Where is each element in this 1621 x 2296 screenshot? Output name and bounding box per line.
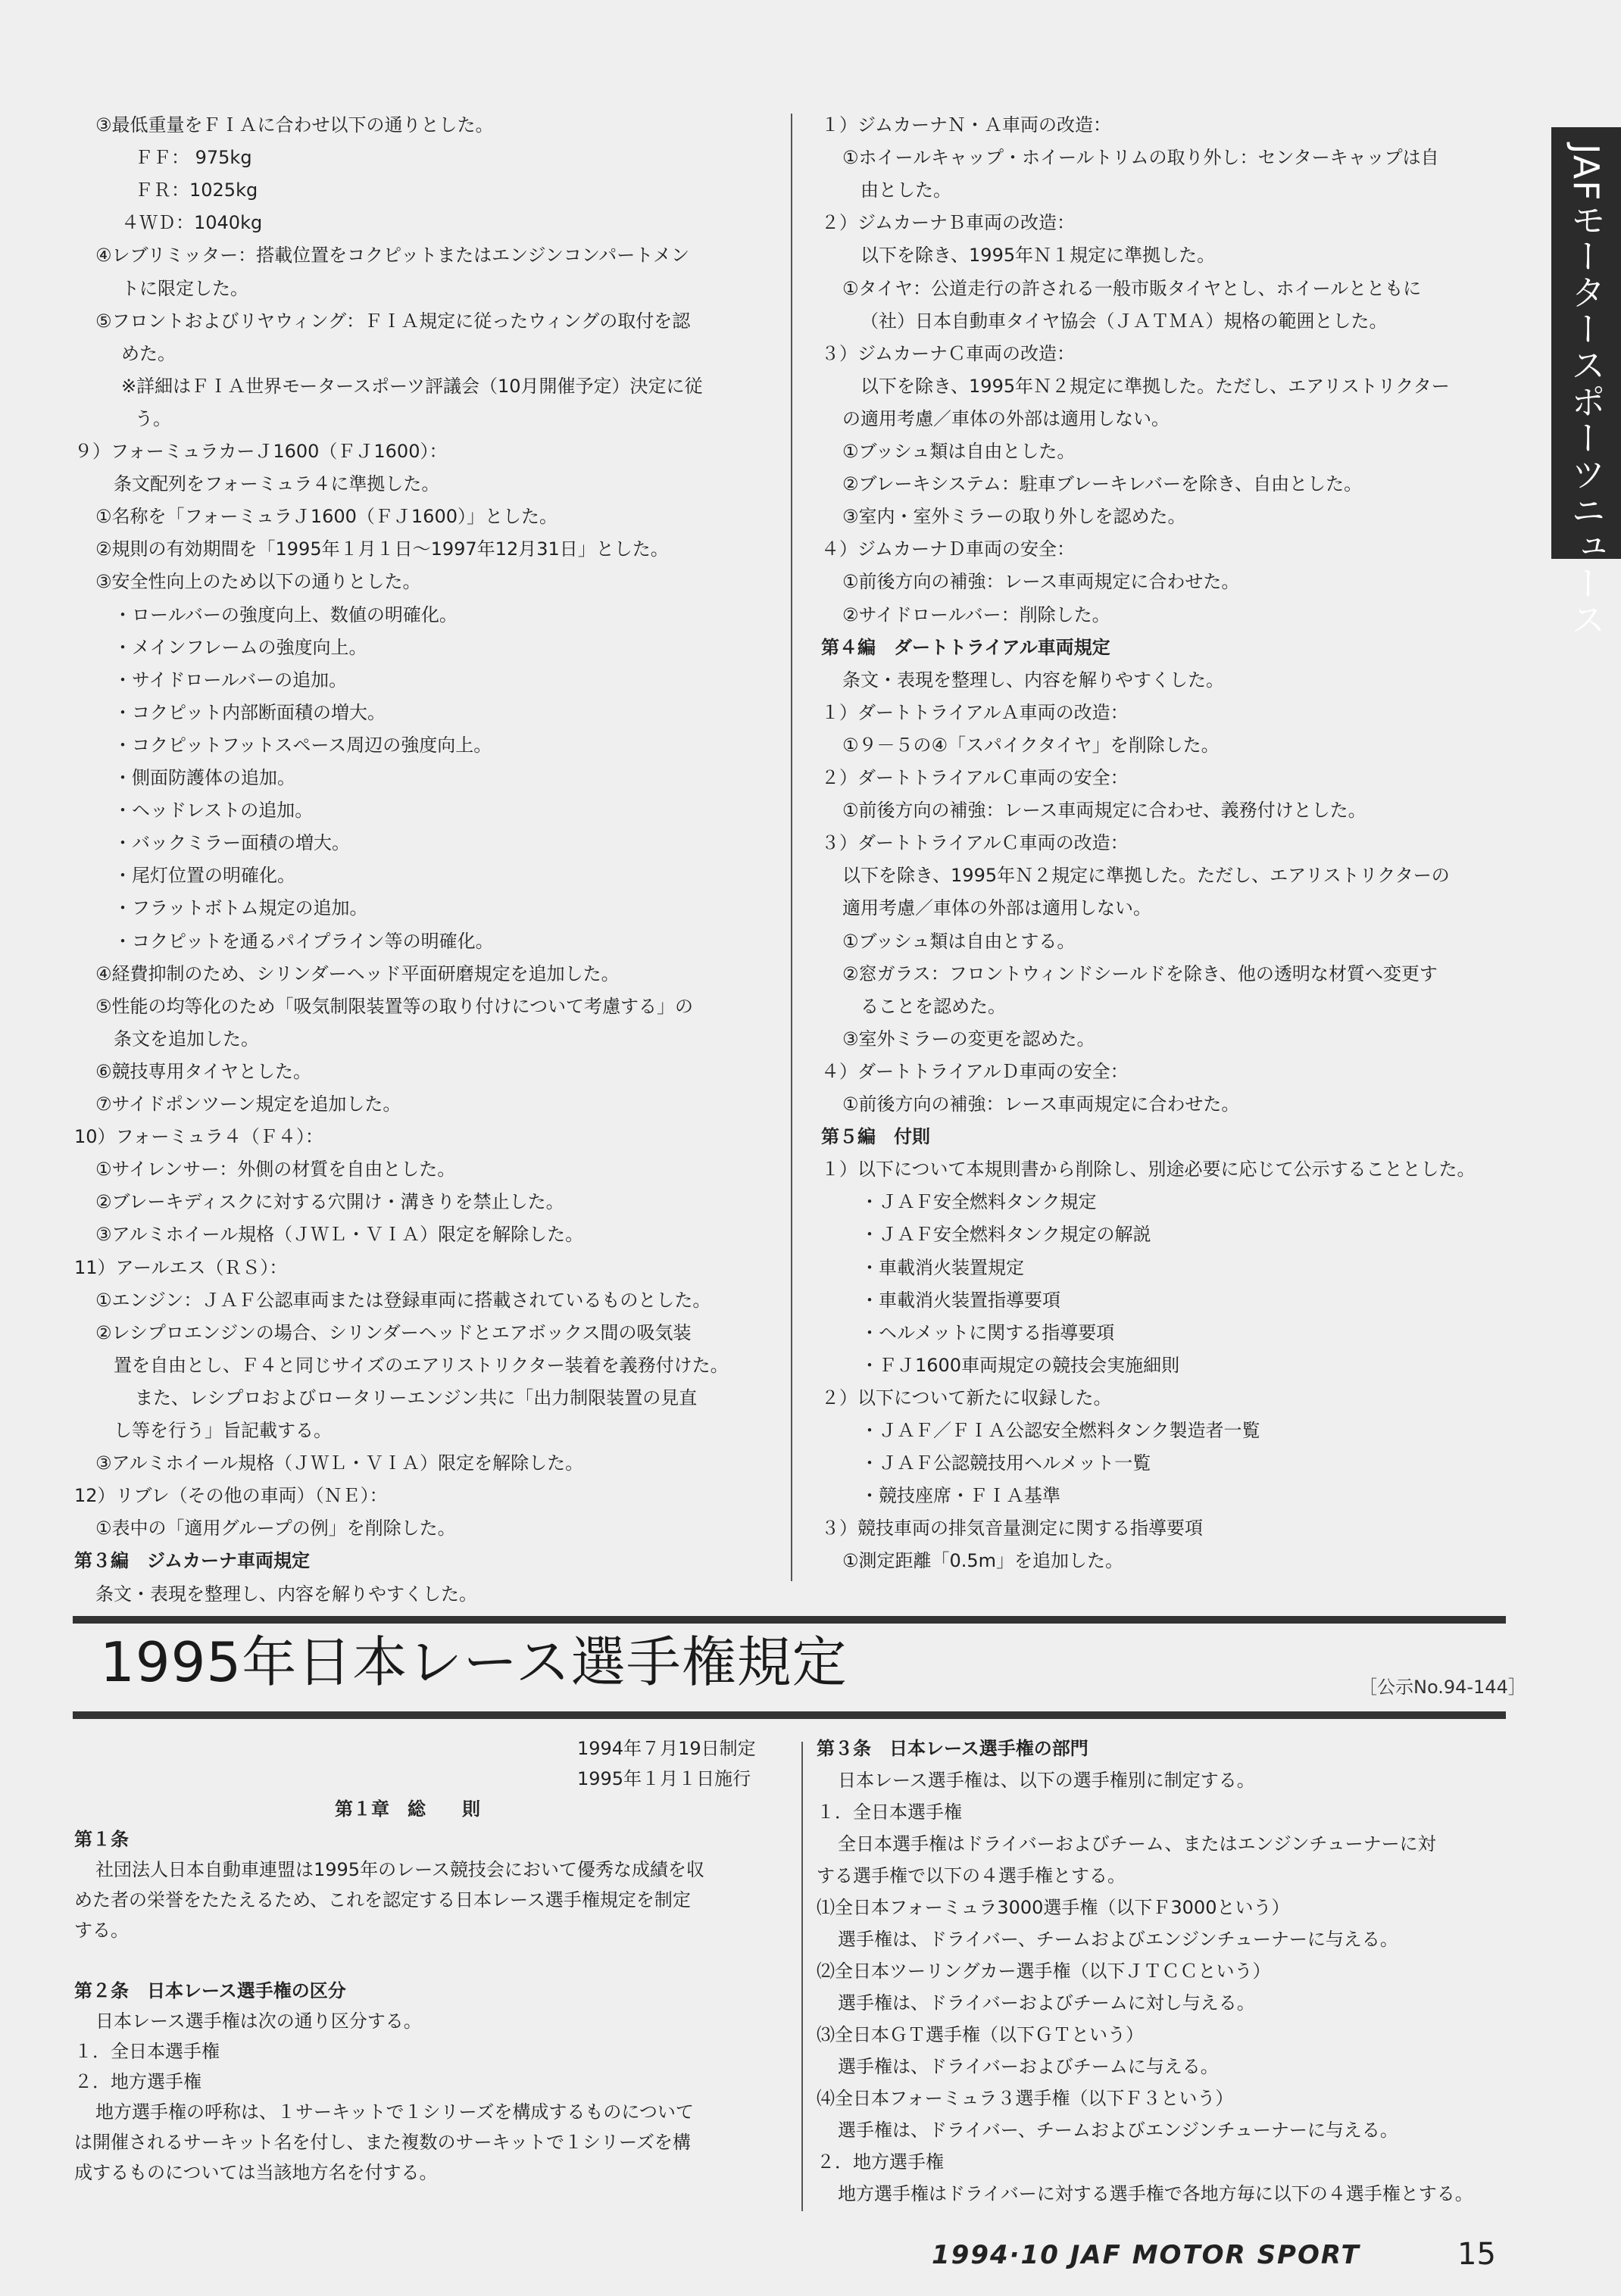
text-line: ４ＷＤ：1040kg [121,212,263,234]
text-line: ・ヘルメットに関する指導要項 [860,1321,1115,1343]
text-line: 条文・表現を整理し、内容を解りやすくした。 [842,669,1224,691]
text-line: ①エンジン：ＪＡＦ公認車両または登録車両に搭載されているものとした。 [95,1289,711,1311]
text-line: ①ブッシュ類は自由とした。 [842,441,1076,462]
text-line: ②窓ガラス：フロントウィンドシールドを除き、他の透明な材質へ変更す [842,962,1438,984]
text-line: 1994年７月19日制定 [577,1738,756,1759]
text-line: ・コクピット内部断面積の増大。 [114,701,386,723]
text-line: ・車載消火装置指導要項 [860,1289,1060,1311]
text-line: ３）競技車両の排気音量測定に関する指導要項 [821,1518,1203,1540]
text-line: 選手権は、ドライバーおよびチームに対し与える。 [838,1992,1255,2014]
text-line: ①測定距離「0.5m」を追加した。 [842,1550,1124,1572]
text-line: 全日本選手権はドライバーおよびチーム、またはエンジンチューナーに対 [838,1833,1436,1855]
notice-number: ［公示No.94-144］ [1359,1677,1526,1698]
footer-magazine: 1994·10 JAF MOTOR SPORT [932,2240,1360,2270]
text-line: ⑤フロントおよびリヤウィング：ＦＩＡ規定に従ったウィングの取付を認 [95,310,691,332]
text-line: ９）フォーミュラカーＪ1600（ＦＪ1600）： [74,441,448,462]
text-line: 条文・表現を整理し、内容を解りやすくした。 [95,1583,477,1605]
text-line: ①ホイールキャップ・ホイールトリムの取り外し：センターキャップは自 [842,147,1439,169]
text-line: し等を行う」旨記載する。 [114,1420,332,1441]
section-heading: 第１条 [74,1829,129,1850]
text-line: ることを認めた。 [860,995,1006,1017]
text-line: ①９－５の④「スパイクタイヤ」を削除した。 [842,734,1220,756]
text-line: ２．地方選手権 [817,2151,944,2173]
text-line: ２）ダートトライアルＣ車両の安全： [821,767,1129,788]
text-line: 条文を追加した。 [114,1028,259,1050]
section-title: 1995年日本レース選手権規定 [100,1630,848,1694]
text-line: ・ＦＪ1600車両規定の競技会実施細則 [860,1354,1180,1376]
text-line: ・バックミラー面積の増大。 [114,832,350,854]
text-line: ④経費抑制のため、シリンダーヘッド平面研磨規定を追加した。 [95,962,620,984]
text-line: ３）ダートトライアルＣ車両の改造： [821,832,1129,854]
text-line: 選手権は、ドライバー、チームおよびエンジンチューナーに与える。 [838,1929,1398,1950]
text-line: ②ブレーキシステム：駐車ブレーキレバーを除き、自由とした。 [842,473,1363,495]
text-line: は開催されるサーキット名を付し、また複数のサーキットで１シリーズを構 [74,2132,691,2153]
text-line: ①タイヤ：公道走行の許される一般市販タイヤとし、ホイールとともに [842,277,1422,299]
text-line: （社）日本自動車タイヤ協会（ＪＡＴＭＡ）規格の範囲とした。 [860,310,1388,332]
text-line: 由とした。 [860,179,951,201]
text-line: トに限定した。 [121,277,248,299]
text-line: ・ヘッドレストの追加。 [114,800,314,822]
text-line: ３）ジムカーナＣ車両の改造： [821,342,1076,364]
text-line: ・ＪＡＦ安全燃料タンク規定の解説 [860,1224,1151,1246]
column-divider [791,114,792,1581]
text-line: ・コクピットを通るパイプライン等の明確化。 [114,930,494,952]
text-line: ２．地方選手権 [74,2071,201,2092]
text-line: ③室内・室外ミラーの取り外しを認めた。 [842,506,1186,528]
text-line: 1995年１月１日施行 [577,1768,751,1789]
text-line: ⑥競技専用タイヤとした。 [95,1060,312,1082]
text-line: ③室外ミラーの変更を認めた。 [842,1028,1095,1050]
text-line: 地方選手権の呼称は、１サーキットで１シリーズを構成するものについて [95,2101,694,2123]
text-line: ＦＦ： 975kg [135,147,252,169]
text-line: ・車載消火装置規定 [860,1256,1024,1278]
text-line: ・ＪＡＦ公認競技用ヘルメット一覧 [860,1452,1151,1474]
section-heading: 第５編 付則 [821,1126,930,1148]
text-line: ⑷全日本フォーミュラ３選手権（以下Ｆ３という） [817,2088,1234,2109]
text-line: する選手権で以下の４選手権とする。 [817,1865,1126,1886]
side-tab [1551,127,1621,638]
text-line: ・メインフレームの強度向上。 [114,636,367,658]
text-line: ２）ジムカーナＢ車両の改造： [821,212,1076,234]
text-line: ４）ジムカーナＤ車両の安全： [821,538,1076,560]
title-rule-top [73,1616,1506,1624]
text-line: ＦＲ：1025kg [135,179,258,201]
lower-column-divider [801,1742,803,2211]
text-line: 条文配列をフォーミュラ４に準拠した。 [114,473,440,495]
text-line: 以下を除き、1995年Ｎ２規定に準拠した。ただし、エアリストリクターの [842,865,1450,887]
text-line: ・ロールバーの強度向上、数値の明確化。 [114,604,458,625]
text-line: する。 [74,1920,129,1941]
text-line: １）ダートトライアルＡ車両の改造： [821,701,1129,723]
text-line: ①表中の「適用グループの例」を削除した。 [95,1518,456,1540]
text-line: 日本レース選手権は、以下の選手権別に制定する。 [838,1770,1255,1791]
text-line: １）以下について本規則書から削除し、別途必要に応じて公示することとした。 [821,1159,1476,1181]
text-line: 日本レース選手権は次の通り区分する。 [95,2011,422,2032]
text-line: ②規則の有効期間を「1995年１月１日～1997年12月31日」とした。 [95,538,669,560]
text-line: 10）フォーミュラ４（Ｆ４）： [74,1126,323,1148]
text-line: ・サイドロールバーの追加。 [114,669,348,691]
text-line: ①前後方向の補強：レース車両規定に合わせた。 [842,1093,1240,1115]
text-line: ①名称を「フォーミュラＪ1600（ＦＪ1600）」とした。 [95,506,558,528]
text-line: ②サイドロールバー：削除した。 [842,604,1110,625]
section-heading: 第２条 日本レース選手権の区分 [74,1980,346,2001]
text-line: ・競技座席・ＦＩＡ基準 [860,1485,1060,1507]
section-heading: 第３条 日本レース選手権の部門 [817,1738,1088,1759]
text-line: ①前後方向の補強：レース車両規定に合わせ、義務付けとした。 [842,800,1366,822]
text-line: １）ジムカーナＮ・Ａ車両の改造： [821,114,1112,136]
text-line: 選手権は、ドライバーおよびチームに与える。 [838,2056,1219,2077]
text-line: ③アルミホイール規格（ＪＷＬ・ＶＩＡ）限定を解除した。 [95,1452,584,1474]
text-line: めた者の栄誉をたたえるため、これを認定する日本レース選手権規定を制定 [74,1889,691,1911]
text-line: ①ブッシュ類は自由とする。 [842,930,1076,952]
section-heading: 第３編 ジムカーナ車両規定 [74,1550,311,1572]
text-line: ４）ダートトライアルＤ車両の安全： [821,1060,1129,1082]
text-line: ・フラットボトム規定の追加。 [114,897,368,919]
text-line: ⑴全日本フォーミュラ3000選手権（以下Ｆ3000という） [817,1897,1290,1918]
text-line: 成するものについては当該地方名を付する。 [74,2162,438,2183]
text-line: めた。 [121,342,176,364]
text-line: 以下を除き、1995年Ｎ１規定に準拠した。 [860,245,1216,267]
section-heading: 第１章 総 則 [335,1798,480,1820]
text-line: ・尾灯位置の明確化。 [114,865,295,887]
text-line: ⑵全日本ツーリングカー選手権（以下ＪＴＣＣという） [817,1961,1271,1982]
text-line: ②レシプロエンジンの場合、シリンダーヘッドとエアボックス間の吸気装 [95,1321,692,1343]
text-line: ２）以下について新たに収録した。 [821,1387,1112,1408]
page-number: 15 [1457,2237,1496,2272]
section-heading: 第４編 ダートトライアル車両規定 [821,636,1110,658]
text-line: の適用考慮／車体の外部は適用しない。 [842,407,1170,429]
text-line: ③安全性向上のため以下の通りとした。 [95,571,421,593]
text-line: ①サイレンサー：外側の材質を自由とした。 [95,1159,456,1181]
text-line: 適用考慮／車体の外部は適用しない。 [842,897,1151,919]
text-line: また、レシプロおよびロータリーエンジン共に「出力制限装置の見直 [135,1387,698,1408]
text-line: 社団法人日本自動車連盟は1995年のレース競技会において優秀な成績を収 [95,1859,704,1880]
text-line: 以下を除き、1995年Ｎ２規定に準拠した。ただし、エアリストリクター [860,375,1450,397]
text-line: ・側面防護体の追加。 [114,767,295,788]
text-line: ・ＪＡＦ安全燃料タンク規定 [860,1191,1097,1213]
text-line: １．全日本選手権 [817,1802,962,1823]
text-line: 地方選手権はドライバーに対する選手権で各地方毎に以下の４選手権とする。 [838,2183,1473,2204]
text-line: １．全日本選手権 [74,2041,220,2062]
text-line: ※詳細はＦＩＡ世界モータースポーツ評議会（10月開催予定）決定に従 [121,375,703,397]
text-line: ⑶全日本ＧＴ選手権（以下ＧＴという） [817,2024,1144,2045]
text-line: ③アルミホイール規格（ＪＷＬ・ＶＩＡ）限定を解除した。 [95,1224,584,1246]
text-line: 選手権は、ドライバー、チームおよびエンジンチューナーに与える。 [838,2120,1398,2141]
text-line: う。 [135,407,171,429]
text-line: 11）アールエス（ＲＳ）： [74,1256,288,1278]
text-line: ・ＪＡＦ／ＦＩＡ公認安全燃料タンク製造者一覧 [860,1420,1260,1441]
title-rule-bottom [73,1711,1506,1719]
text-line: ⑦サイドポンツーン規定を追加した。 [95,1093,401,1115]
text-line: ②ブレーキディスクに対する穴開け・溝きりを禁止した。 [95,1191,564,1213]
text-line: 置を自由とし、Ｆ４と同じサイズのエアリストリクター装着を義務付けた。 [114,1354,729,1376]
text-line: 12）リブレ（その他の車両）（ＮＥ）： [74,1485,388,1507]
text-line: ③最低重量をＦＩＡに合わせ以下の通りとした。 [95,114,494,136]
text-line: ・コクピットフットスペース周辺の強度向上。 [114,734,492,756]
text-line: ⑤性能の均等化のため「吸気制限装置等の取り付けについて考慮する」の [95,995,694,1017]
text-line: ④レブリミッター：搭載位置をコクピットまたはエンジンコンパートメン [95,245,689,267]
text-line: ①前後方向の補強：レース車両規定に合わせた。 [842,571,1240,593]
side-tab-label: JAFモータースポーツニュース [1566,144,1607,638]
